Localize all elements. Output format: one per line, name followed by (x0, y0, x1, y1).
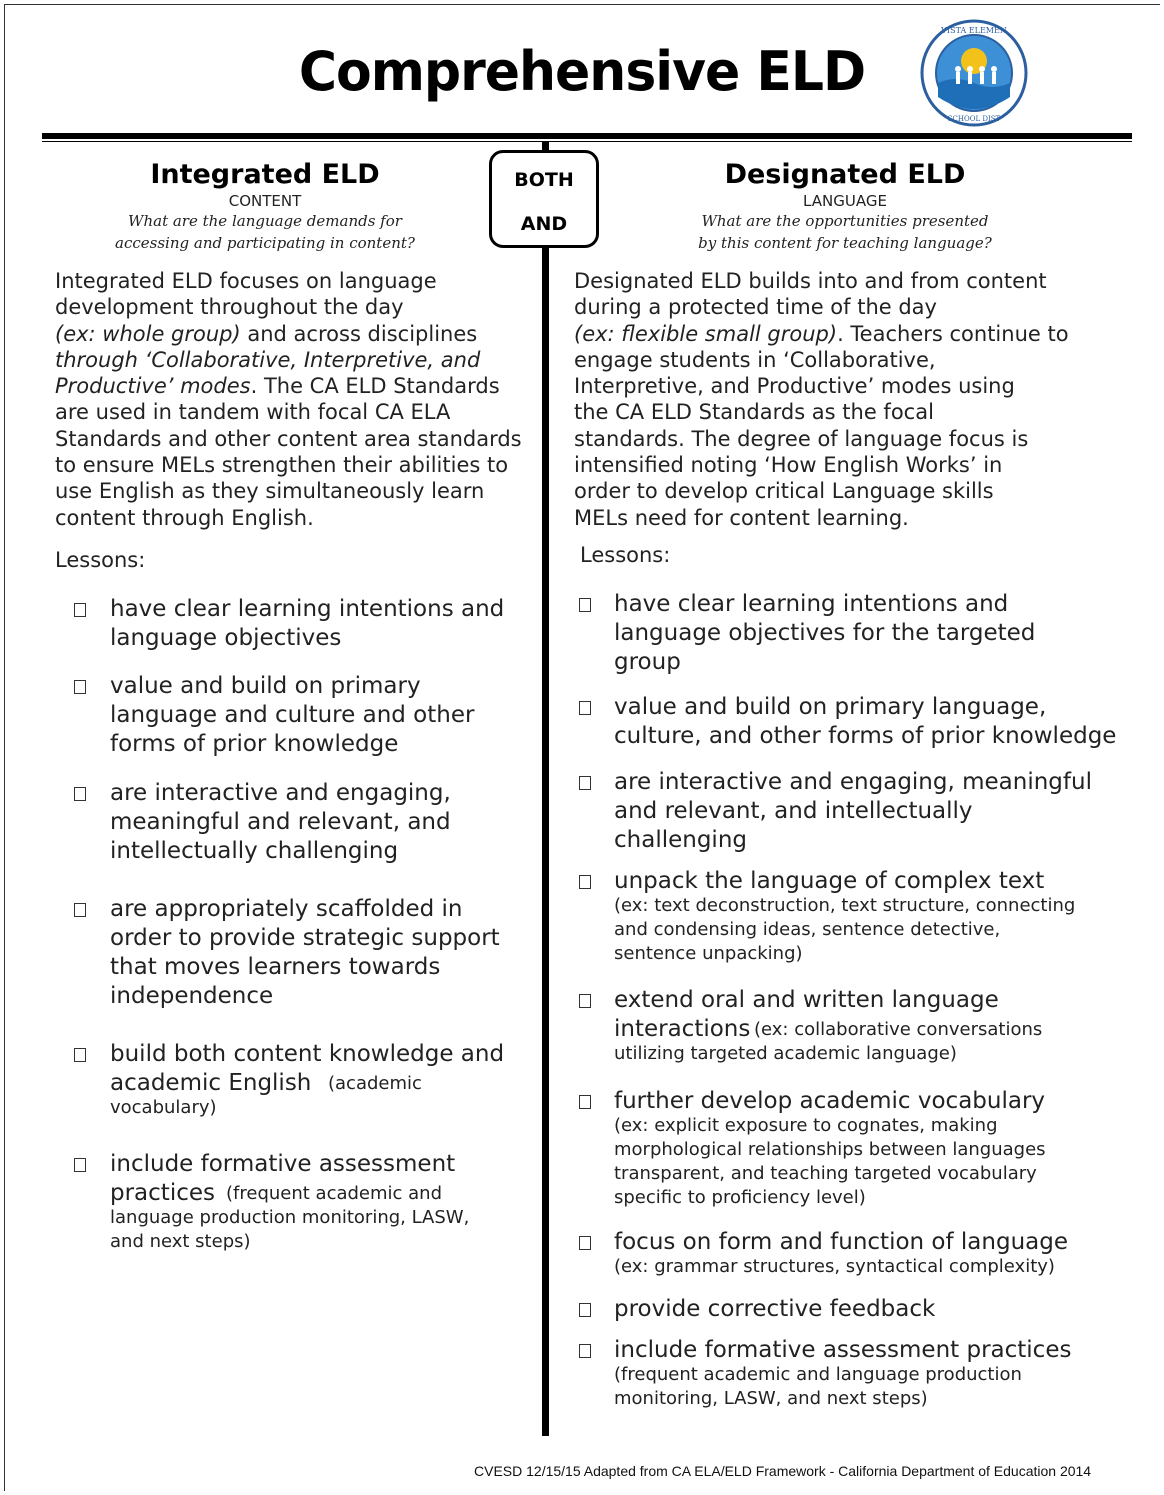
lesson-item-text: are interactive and engaging, meaningful and relevant, and intellectually challenging (614, 769, 1092, 853)
integrated-lessons-label: Lessons: (55, 548, 146, 572)
integrated-eld-subtitle: CONTENT (228, 192, 302, 210)
lesson-item-note: (ex: grammar structures, syntactical complexity) (614, 1256, 1055, 1277)
lesson-item-note: (ex: text deconstruction, text structure, connecting and condensing ideas, sentence detective, sentence unpacking) (614, 895, 1076, 964)
integrated-eld-question-1: What are the language demands for (128, 212, 402, 230)
lesson-item-text: are interactive and engaging, meaningful and relevant, and intellectually challenging (110, 780, 451, 864)
lesson-item-text: unpack the language of complex text (614, 868, 1045, 894)
lesson-item-text: extend oral and written language interactions (614, 987, 999, 1042)
lesson-item-text: have clear learning intentions and language objectives (110, 596, 505, 651)
designated-eld-subtitle: LANGUAGE (803, 192, 887, 210)
lesson-item-text: focus on form and function of language (614, 1229, 1068, 1255)
designated-eld-header (640, 158, 1050, 254)
checkbox-icon (579, 1303, 591, 1317)
lesson-item-text: further develop academic vocabulary (614, 1088, 1046, 1114)
checkbox-icon (74, 680, 86, 694)
lesson-item-text: build both content knowledge and academic English (110, 1041, 505, 1096)
svg-text:VISTA ELEMEN: VISTA ELEMEN (941, 26, 1007, 35)
both-and-box (489, 150, 599, 248)
header-rule-thin (42, 141, 1132, 142)
lesson-item-text: value and build on primary language and culture and other forms of prior knowledge (110, 673, 475, 757)
lesson-item-text: have clear learning intentions and language objectives for the targeted group (614, 591, 1036, 675)
column-divider (542, 142, 549, 1436)
checkbox-icon (579, 1236, 591, 1250)
integrated-desc-modes: through ‘Collaborative, Interpretive, and Productive’ modes (55, 347, 481, 399)
lesson-item-note: (frequent academic and language production monitoring, LASW, and next steps) (614, 1364, 1022, 1409)
integrated-eld-title: Integrated ELD (150, 159, 380, 190)
footer-citation: CVESD 12/15/15 Adapted from CA ELA/ELD Framework - California Department of Education 2014 (474, 1463, 1092, 1479)
lesson-item-text: value and build on primary language, culture, and other forms of prior knowledge (614, 694, 1117, 749)
and-label: AND (520, 213, 568, 235)
designated-eld-title: Designated ELD (724, 159, 966, 190)
page-title: Comprehensive ELD (298, 40, 866, 104)
designated-eld-question-1: What are the opportunities presented (701, 212, 989, 230)
lesson-item-note: (ex: collaborative conversations utilizing targeted academic language) (614, 1019, 1043, 1064)
integrated-desc-part-3: . The CA ELD Standards are used in tandem with focal CA ELA Standards and other content area standards to ensure MELs strengthen their abilities to use English as they simultaneously learn content through English. (55, 374, 522, 530)
checkbox-icon (579, 1095, 591, 1109)
integrated-eld-header (60, 158, 470, 254)
lesson-item-text: include formative assessment practices (110, 1151, 456, 1206)
svg-text:SCHOOL DIST: SCHOOL DIST (947, 115, 1001, 123)
lesson-item-text: provide corrective feedback (614, 1296, 936, 1322)
designated-desc-part-2: . Teachers continue to engage students in ‘Collaborative, Interpretive, and Productive’ modes using the CA ELD Standards as the focal standards. The degree of language focus is intensified noting ‘How English Works’ in order to develop critical Language skills MELs need for content learning. (574, 321, 1069, 530)
checkbox-icon (579, 875, 591, 889)
designated-desc-example: (ex: flexible small group) (574, 321, 838, 346)
checkbox-icon (74, 787, 86, 801)
checkbox-icon (74, 603, 86, 617)
lesson-item-text: include formative assessment practices (614, 1337, 1072, 1363)
integrated-eld-description (55, 268, 540, 531)
lesson-item-note: (frequent academic and language production monitoring, LASW, and next steps) (110, 1183, 470, 1252)
both-label: BOTH (514, 169, 574, 191)
lesson-item-note: (ex: explicit exposure to cognates, making morphological relationships between languages transparent, and teaching targeted vocabulary specific to proficiency level) (614, 1115, 1046, 1208)
checkbox-icon (579, 1344, 591, 1358)
header-rule-thick (42, 133, 1132, 139)
lesson-item-text: are appropriately scaffolded in order to provide strategic support that moves learners towards independence (110, 896, 500, 1009)
designated-eld-description (574, 268, 1104, 531)
district-seal-logo (918, 17, 1030, 129)
checkbox-icon (74, 1048, 86, 1062)
integrated-desc-part-1: Integrated ELD focuses on language development throughout the day (55, 269, 437, 320)
designated-desc-part-1: Designated ELD builds into and from content during a protected time of the day (574, 269, 1047, 320)
checkbox-icon (579, 701, 591, 715)
checkbox-icon (74, 903, 86, 917)
lesson-item-note: (academic vocabulary) (110, 1073, 422, 1118)
designated-lessons-label: Lessons: (580, 543, 671, 567)
checkbox-icon (579, 994, 591, 1008)
checkbox-icon (74, 1158, 86, 1172)
checkbox-icon (579, 598, 591, 612)
checkbox-icon (579, 776, 591, 790)
designated-eld-question-2: by this content for teaching language? (698, 234, 992, 252)
integrated-desc-part-2: and across disciplines (240, 321, 478, 346)
integrated-eld-question-2: accessing and participating in content? (115, 234, 415, 252)
integrated-desc-example: (ex: whole group) (55, 321, 241, 346)
